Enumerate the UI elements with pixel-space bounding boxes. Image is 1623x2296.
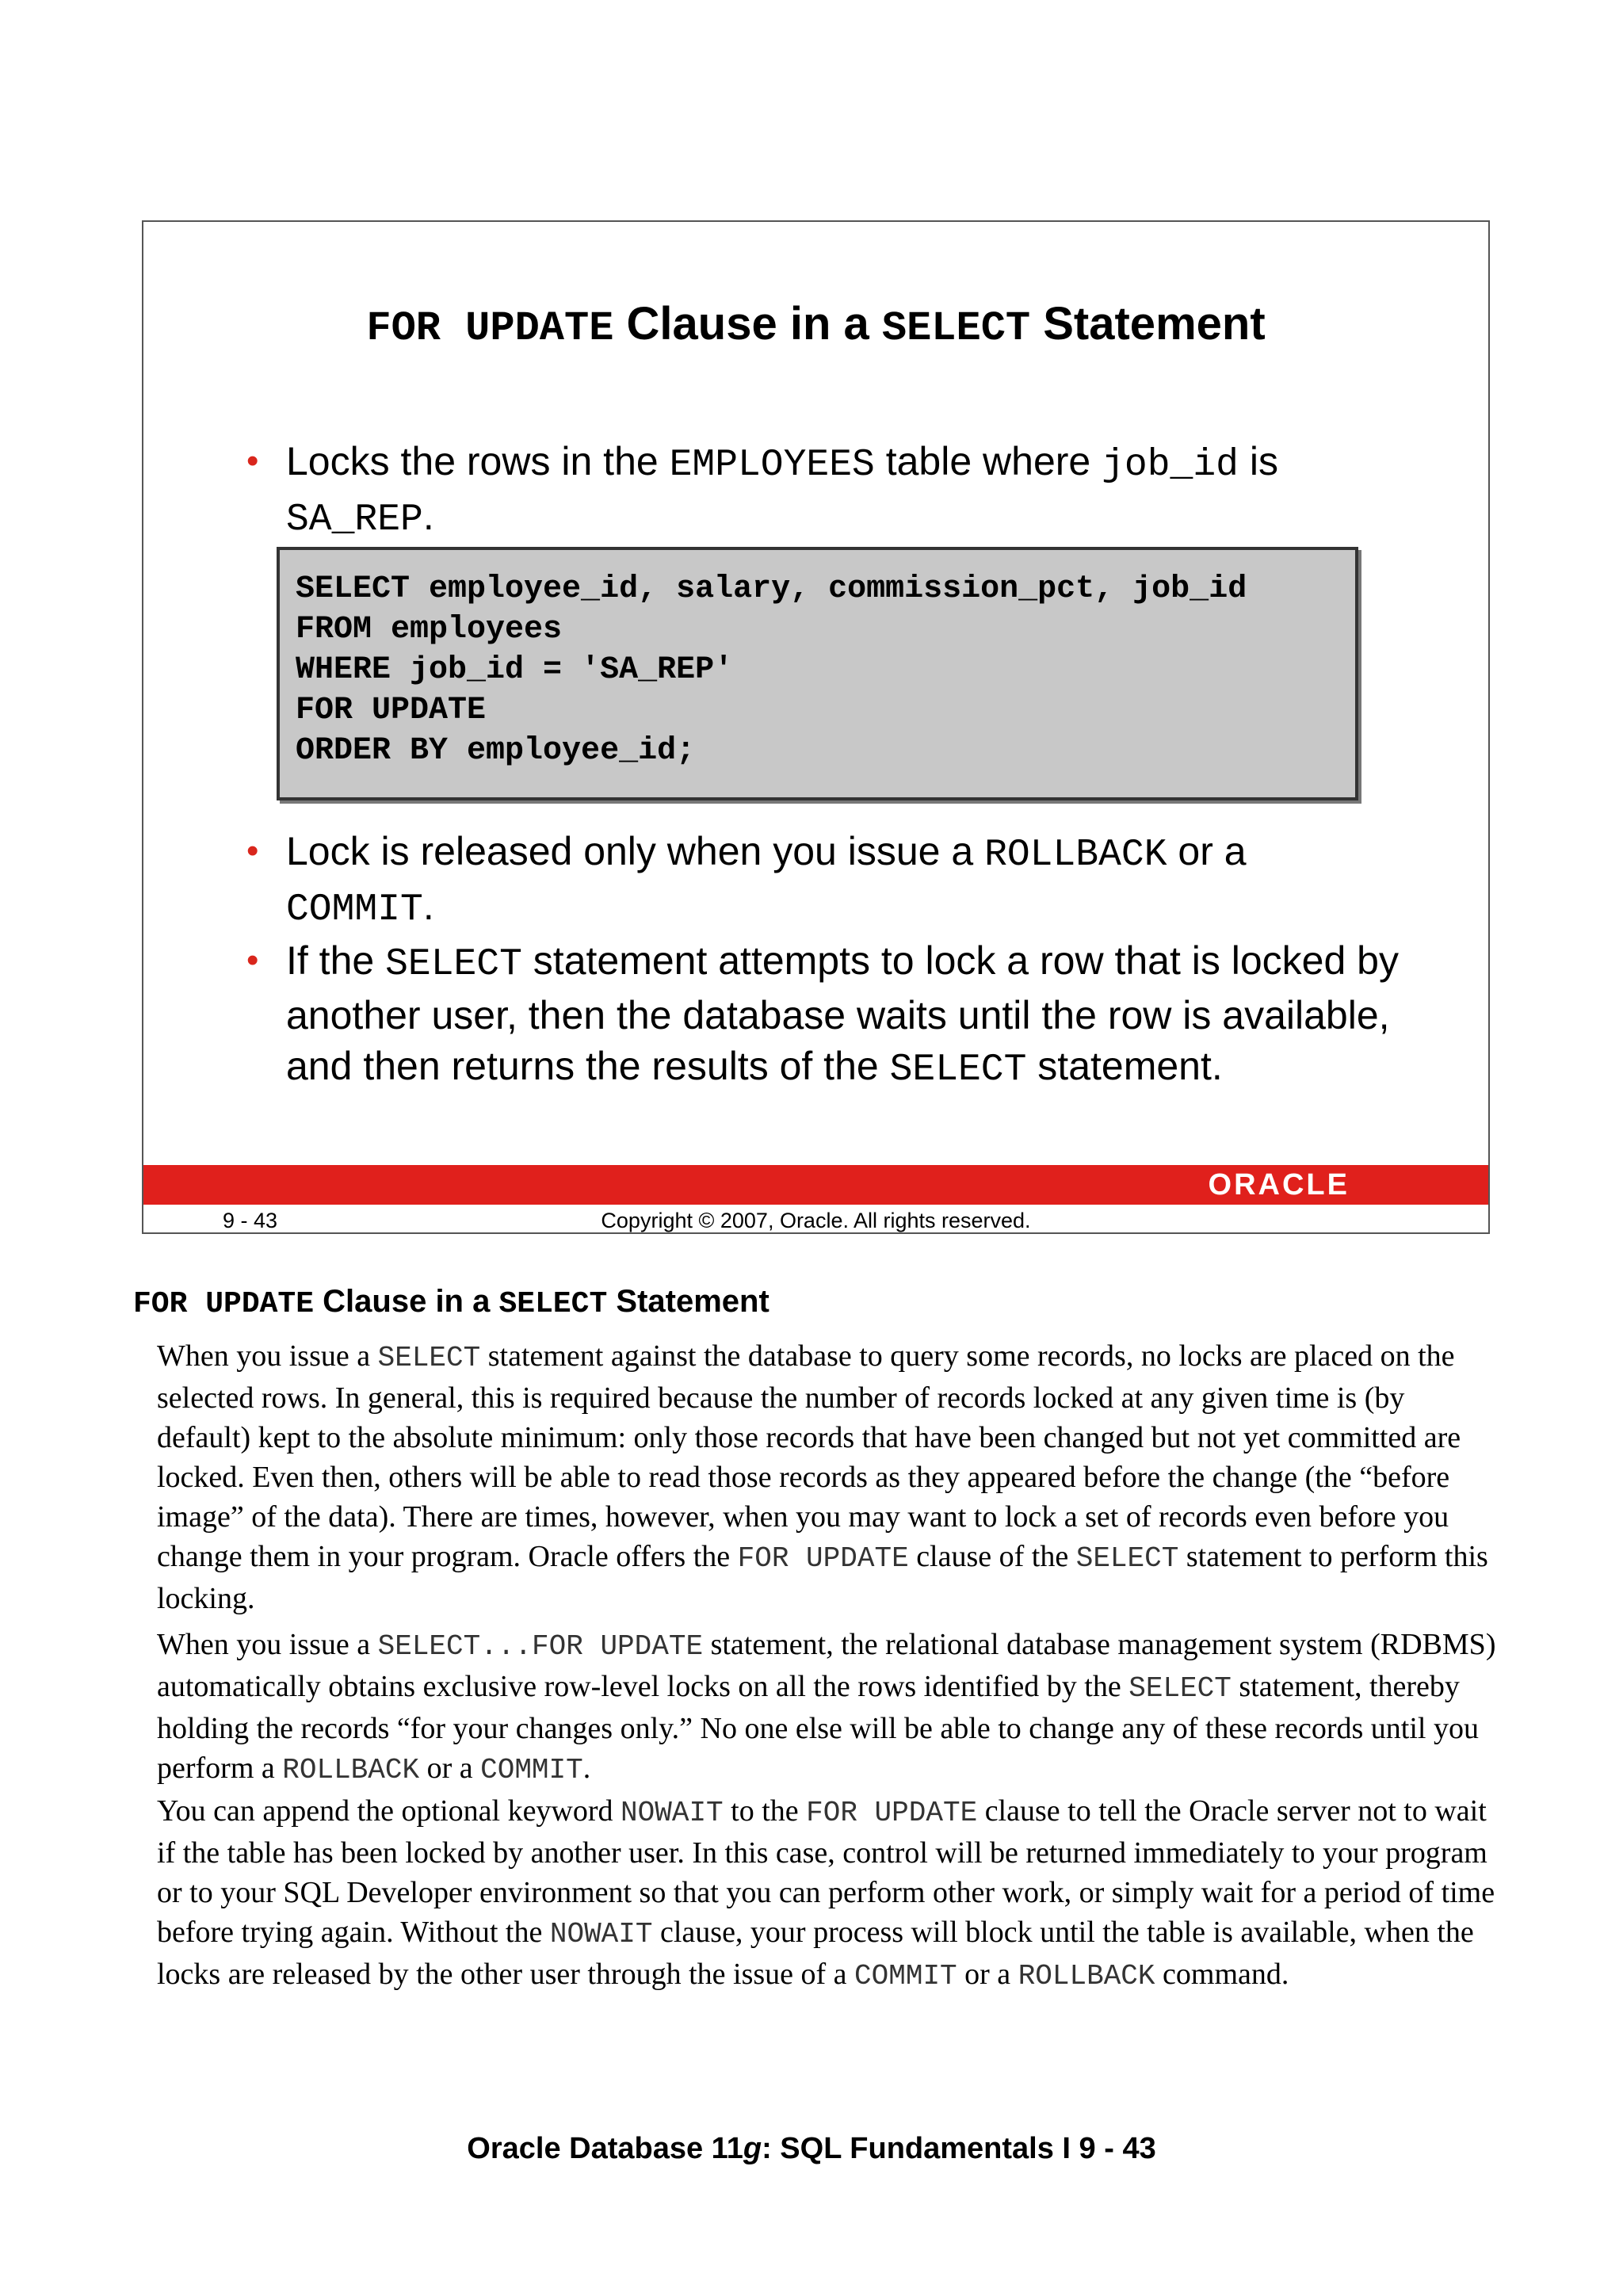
oracle-logo: ORACLE (1208, 1168, 1350, 1201)
para-text: clause, your process will block until the table is available, when the locks are released by the other user through the issue of a (157, 1916, 1474, 1991)
code-select: SELECT (377, 1342, 481, 1374)
code-select: SELECT (385, 943, 522, 986)
code-rollback: ROLLBACK (282, 1754, 420, 1786)
code-nowait: NOWAIT (621, 1797, 724, 1829)
bullet-3-text: statement. (1026, 1044, 1223, 1088)
bullet-2-text: or a (1167, 829, 1247, 873)
para-text: clause of the (908, 1540, 1076, 1573)
title-keyword-for-update: FOR UPDATE (366, 305, 614, 352)
code-nowait: NOWAIT (549, 1918, 653, 1950)
code-box (277, 547, 1358, 800)
slide (142, 220, 1490, 1234)
heading-text: Clause in a (314, 1284, 499, 1319)
code-line: FROM employees (296, 612, 563, 648)
bullet-2-text: . (422, 884, 434, 928)
para-text: or a (957, 1958, 1018, 1991)
bullet-1-text: . (422, 494, 434, 538)
code-sa-rep: SA_REP (286, 499, 423, 541)
code-line: WHERE job_id = 'SA_REP' (296, 652, 734, 688)
para-text: You can append the optional keyword (157, 1794, 621, 1828)
bullet-3 (246, 935, 1419, 1095)
bullet-dot-icon: • (246, 441, 259, 480)
footer-text: Oracle Database 11 (467, 2132, 743, 2165)
para-text: or a (419, 1752, 481, 1785)
bullet-3-text: statement attempts to lock a row that is locked by another user, then the database waits until the row is available, and then returns the results of the (286, 938, 1399, 1088)
slide-title (143, 297, 1488, 352)
code-line: ORDER BY employee_id; (296, 733, 696, 769)
code-select: SELECT (1075, 1542, 1179, 1575)
title-keyword-select: SELECT (881, 305, 1031, 352)
slide-page-number: 9 - 43 (223, 1209, 278, 1232)
bullet-1-text: Locks the rows in the (286, 439, 670, 483)
para-text: statement to perform this locking. (157, 1540, 1488, 1615)
code-commit: COMMIT (854, 1960, 957, 1992)
notes-paragraph-3 (157, 1791, 1504, 1996)
slide-copyright: Copyright © 2007, Oracle. All rights reserved. (601, 1209, 1031, 1232)
page-footer (0, 2132, 1623, 2166)
notes-paragraph-2 (157, 1625, 1504, 1790)
code-rollback: ROLLBACK (1018, 1960, 1155, 1992)
code-select: SELECT (1128, 1672, 1232, 1705)
title-text-1: Clause in a (613, 298, 882, 350)
code-employees: EMPLOYEES (669, 444, 875, 487)
para-text: statement against the database to query some records, no locks are placed on the selected rows. In general, this is required because the number of records locked at any given time is (by default) kept to the absolute minimum: only those records that have been changed but not yet committed are locked. Even then, others will be able to read those records as they appeared before the change (the “before image” of the data). There are times, however, when you may want to lock a set of records even before you change them in your program. Oracle offers the (157, 1339, 1461, 1573)
code-line: SELECT employee_id, salary, commission_pct, job_id (296, 571, 1247, 607)
code-commit: COMMIT (480, 1754, 583, 1786)
title-text-2: Statement (1030, 298, 1266, 350)
para-text: When you issue a (157, 1628, 378, 1661)
code-rollback: ROLLBACK (984, 834, 1167, 877)
bullet-1-text: is (1238, 439, 1278, 483)
footer-text: : SQL Fundamentals I 9 - 43 (762, 2132, 1156, 2165)
footer-g: g (743, 2132, 762, 2165)
slide-footer (143, 1209, 1488, 1232)
para-text: statement, thereby holding the records “for your changes only.” No one else will be able to change any of these records until you perform a (157, 1670, 1479, 1785)
heading-keyword-for-update: FOR UPDATE (133, 1287, 315, 1321)
para-text: command. (1155, 1958, 1289, 1991)
bullet-dot-icon: • (246, 831, 259, 870)
code-for-update: FOR UPDATE (806, 1797, 978, 1829)
code-line: FOR UPDATE (296, 693, 487, 728)
bullet-1 (246, 436, 1380, 545)
bullet-2-text: Lock is released only when you issue a (286, 829, 985, 873)
code-commit: COMMIT (286, 888, 423, 931)
code-for-update: FOR UPDATE (737, 1542, 909, 1575)
para-text: . (582, 1752, 591, 1785)
para-text: to the (723, 1794, 807, 1828)
heading-text: Statement (607, 1284, 769, 1319)
para-text: clause to tell the Oracle server not to wait if the table has been locked by another user. In this case, control will be returned immediately to your program or to your SQL Developer environment so that you can perform other work, or simply wait for a period of time before trying again. Without the (157, 1794, 1495, 1949)
code-job-id: job_id (1102, 444, 1239, 487)
code-select-for-update: SELECT...FOR UPDATE (377, 1630, 704, 1663)
bullet-dot-icon: • (246, 941, 259, 980)
bullet-1-text: table where (874, 439, 1102, 483)
notes-heading (133, 1284, 769, 1321)
para-text: statement, the relational database management system (RDBMS) automatically obtains exclusive row-level locks on all the rows identified by the (157, 1628, 1496, 1703)
notes-paragraph-1 (157, 1336, 1504, 1618)
bullet-3-text: If the (286, 938, 386, 983)
para-text: When you issue a (157, 1339, 378, 1373)
code-select: SELECT (889, 1049, 1027, 1091)
heading-keyword-select: SELECT (498, 1287, 608, 1321)
bullet-2 (246, 826, 1380, 935)
